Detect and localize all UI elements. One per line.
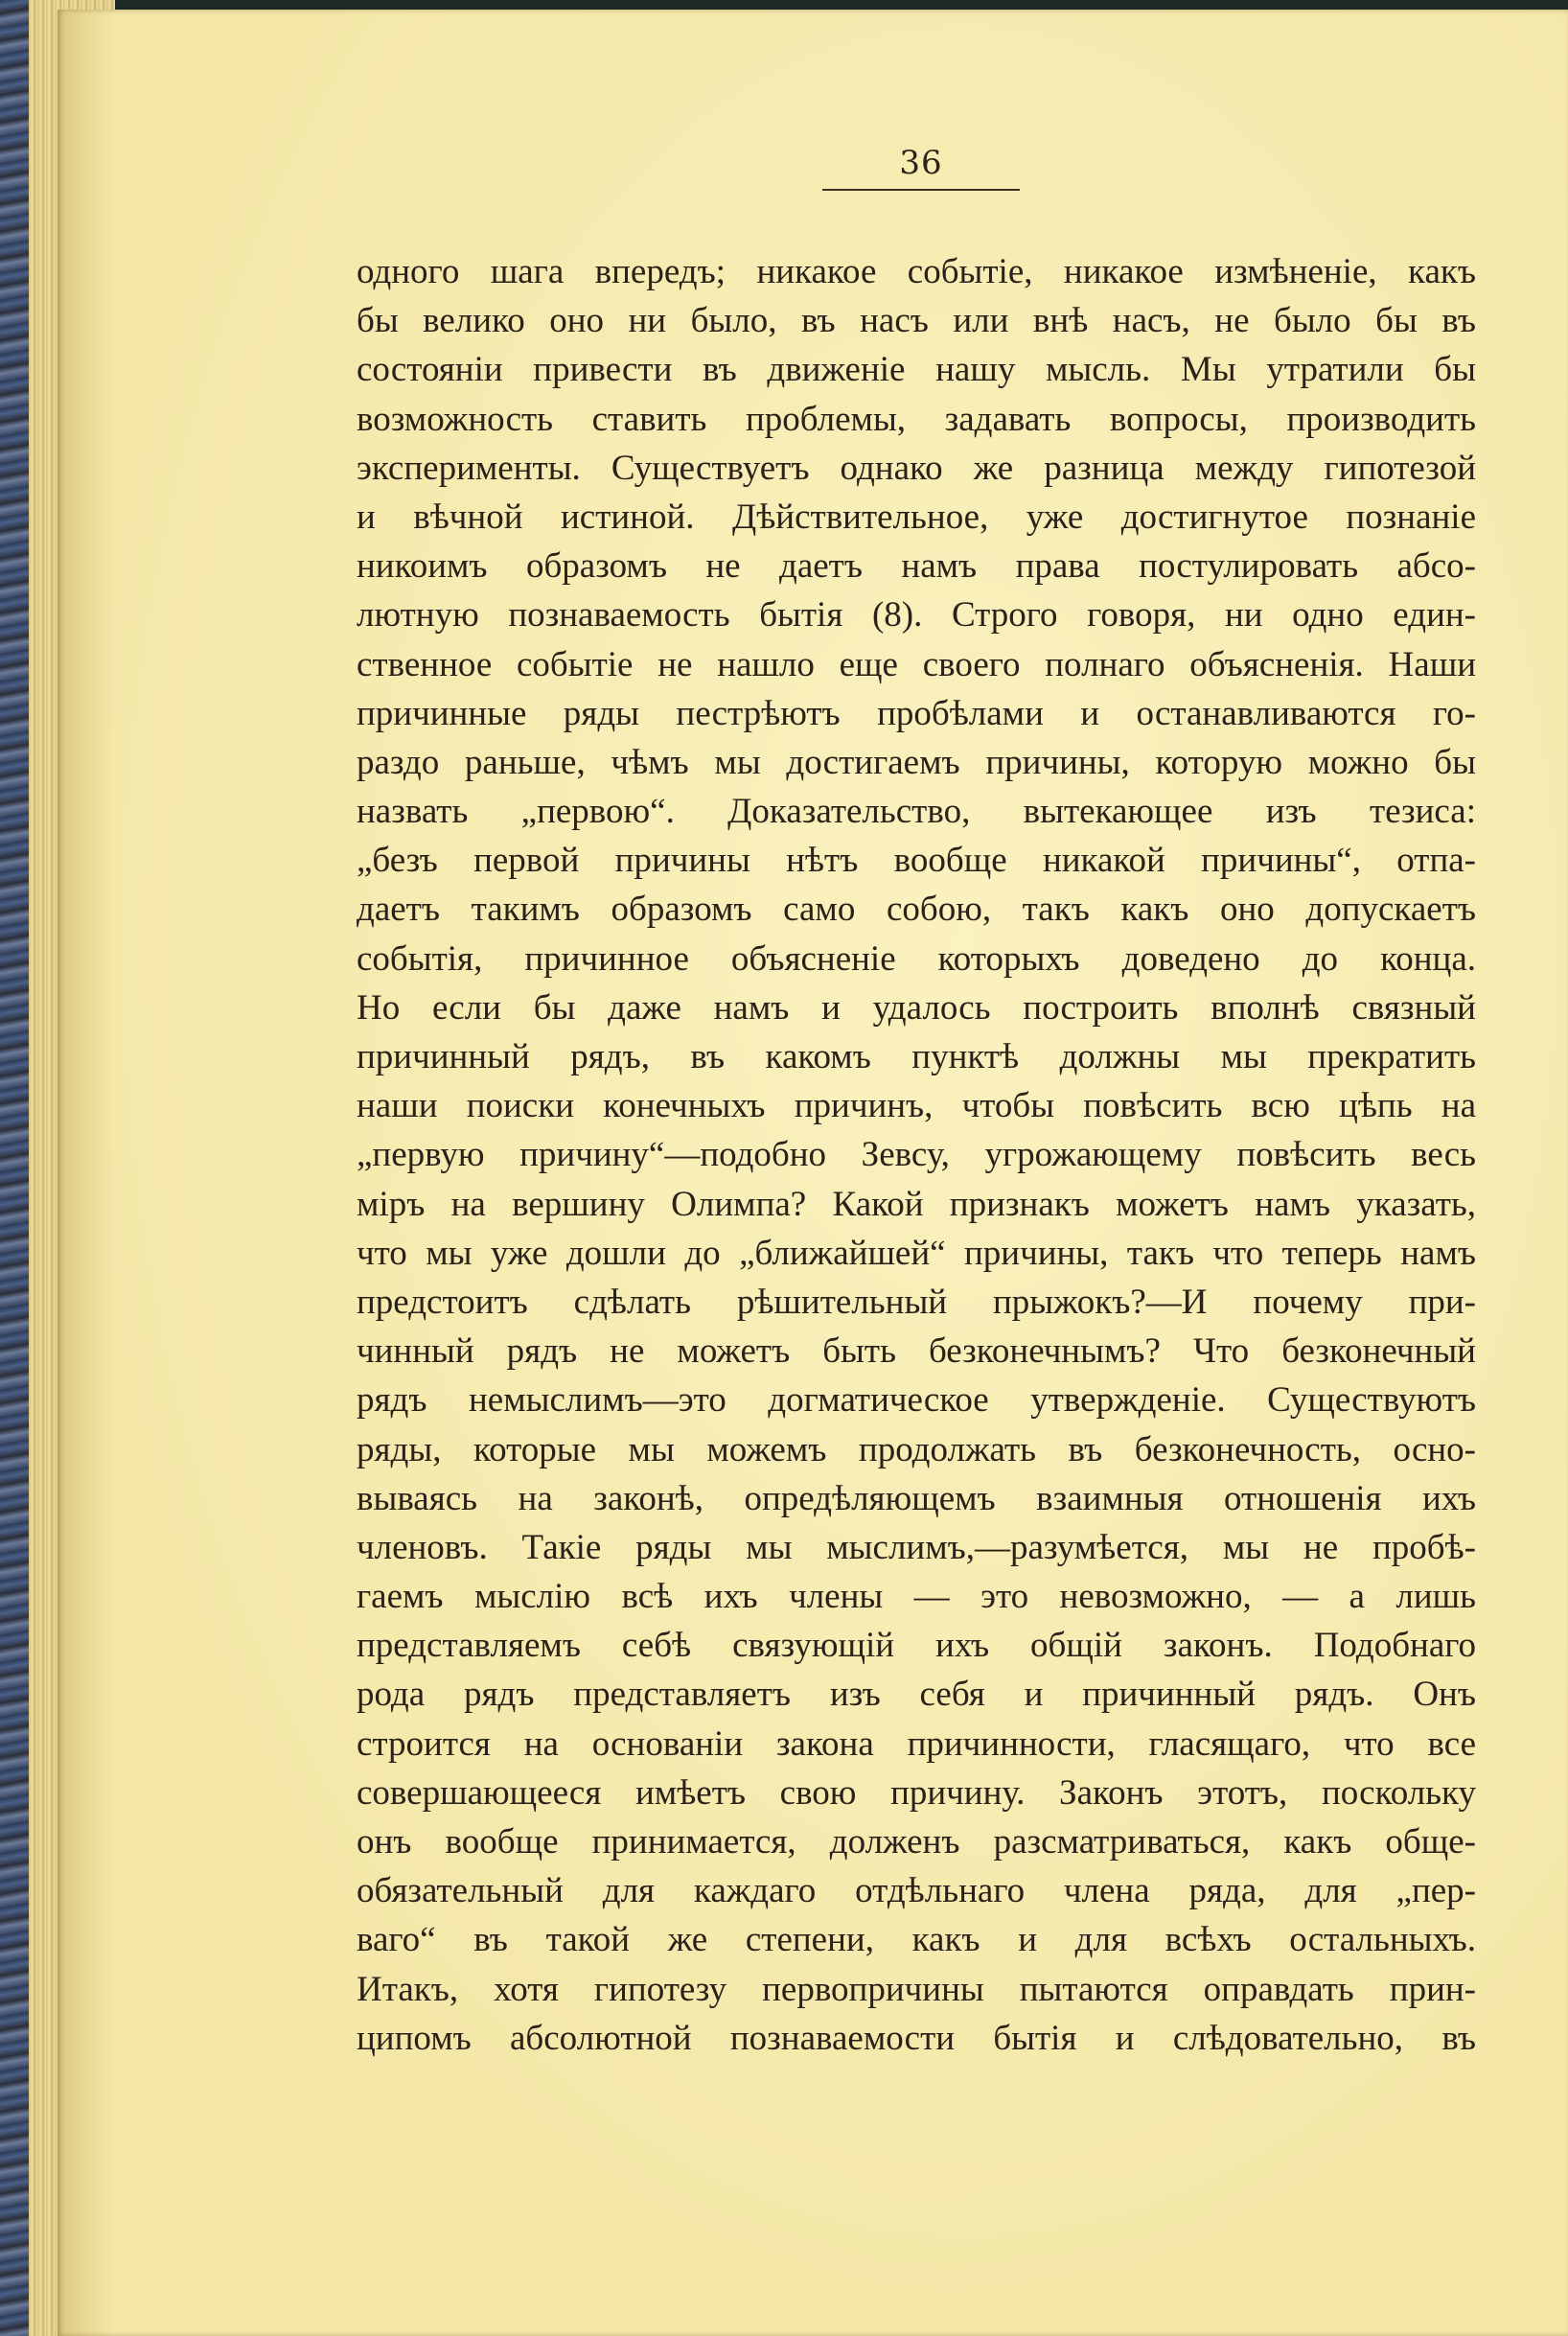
text-line: наши поиски конечныхъ причинъ, чтобы повѣсить всю цѣпь на bbox=[357, 1086, 1476, 1126]
text-line: ципомъ абсолютной познаваемости бытія и слѣдовательно, въ bbox=[357, 2018, 1476, 2058]
text-line: представляемъ себѣ связующій ихъ общій законъ. Подобнаго bbox=[357, 1626, 1476, 1666]
text-line: Итакъ, хотя гипотезу первопричины пытаются оправдать прин- bbox=[357, 1969, 1476, 2009]
text-line: членовъ. Такіе ряды мы мыслимъ,—разумѣется, мы не пробѣ- bbox=[357, 1527, 1476, 1567]
text-line: міръ на вершину Олимпа? Какой признакъ можетъ намъ указать, bbox=[357, 1184, 1476, 1224]
text-line: онъ вообще принимается, долженъ разсматриваться, какъ обще- bbox=[357, 1822, 1476, 1862]
text-line: совершающееся имѣетъ свою причину. Законъ этотъ, поскольку bbox=[357, 1772, 1476, 1813]
text-line: назвать „первою“. Доказательство, вытекающее изъ тезиса: bbox=[357, 792, 1476, 832]
text-line: Но если бы даже намъ и удалось построить вполнѣ связный bbox=[357, 987, 1476, 1028]
text-line: эксперименты. Существуетъ однако же разница между гипотезой bbox=[357, 448, 1476, 488]
text-line: никоимъ образомъ не даетъ намъ права постулировать абсо- bbox=[357, 546, 1476, 587]
text-line: что мы уже дошли до „ближайшей“ причины, такъ что теперь намъ bbox=[357, 1233, 1476, 1273]
text-line: событія, причинное объясненіе которыхъ доведено до конца. bbox=[357, 938, 1476, 979]
page-number: 36 bbox=[899, 144, 943, 182]
book-cover-edge bbox=[0, 0, 29, 2336]
text-line: рода рядъ представляетъ изъ себя и причинный рядъ. Онъ bbox=[357, 1675, 1476, 1715]
text-line: лютную познаваемость бытія (8). Строго говоря, ни одно един- bbox=[357, 595, 1476, 636]
text-line: гаемъ мыслію всѣ ихъ члены — это невозможно, — а лишь bbox=[357, 1577, 1476, 1617]
text-line: вываясь на законѣ, опредѣляющемъ взаимныя отношенія ихъ bbox=[357, 1478, 1476, 1518]
text-line: „безъ первой причины нѣтъ вообще никакой причины“, отпа- bbox=[357, 841, 1476, 881]
text-line: ственное событіе не нашло еще своего полнаго объясненія. Наши bbox=[357, 644, 1476, 684]
page-text bbox=[357, 247, 1476, 2063]
text-line: предстоитъ сдѣлать рѣшительный прыжокъ?—И почему при- bbox=[357, 1282, 1476, 1322]
text-line: строится на основаніи закона причинности, гласящаго, что все bbox=[357, 1723, 1476, 1764]
text-line: состояніи привести въ движеніе нашу мысль. Мы утратили бы bbox=[357, 350, 1476, 390]
text-line: и вѣчной истиной. Дѣйствительное, уже достигнутое познаніе bbox=[357, 497, 1476, 537]
text-line: рядъ немыслимъ—это догматическое утвержденіе. Существуютъ bbox=[357, 1380, 1476, 1421]
page-number-container bbox=[822, 144, 1020, 182]
text-line: ваго“ въ такой же степени, какъ и для всѣхъ остальныхъ. bbox=[357, 1920, 1476, 1960]
text-line: причинный рядъ, въ какомъ пунктѣ должны мы прекратить bbox=[357, 1037, 1476, 1076]
text-line: бы велико оно ни было, въ насъ или внѣ насъ, не было бы въ bbox=[357, 301, 1476, 341]
text-line: причинные ряды пестрѣютъ пробѣлами и останавливаются го- bbox=[357, 693, 1476, 733]
text-line: чинный рядъ не можетъ быть безконечнымъ? Что безконечный bbox=[357, 1331, 1476, 1372]
text-line: обязательный для каждаго отдѣльнаго члена ряда, для „пер- bbox=[357, 1871, 1476, 1911]
page-number-rule bbox=[822, 189, 1020, 191]
text-line: ряды, которые мы можемъ продолжать въ безконечность, осно- bbox=[357, 1429, 1476, 1469]
text-line: раздо раньше, чѣмъ мы достигаемъ причины, которую можно бы bbox=[357, 742, 1476, 782]
text-line: даетъ такимъ образомъ само собою, такъ какъ оно допускаетъ bbox=[357, 890, 1476, 930]
text-line: одного шага впередъ; никакое событіе, никакое измѣненіе, какъ bbox=[357, 252, 1476, 291]
text-line: возможность ставить проблемы, задавать вопросы, производить bbox=[357, 399, 1476, 439]
text-line: „первую причину“—подобно Зевсу, угрожающему повѣсить весь bbox=[357, 1135, 1476, 1175]
